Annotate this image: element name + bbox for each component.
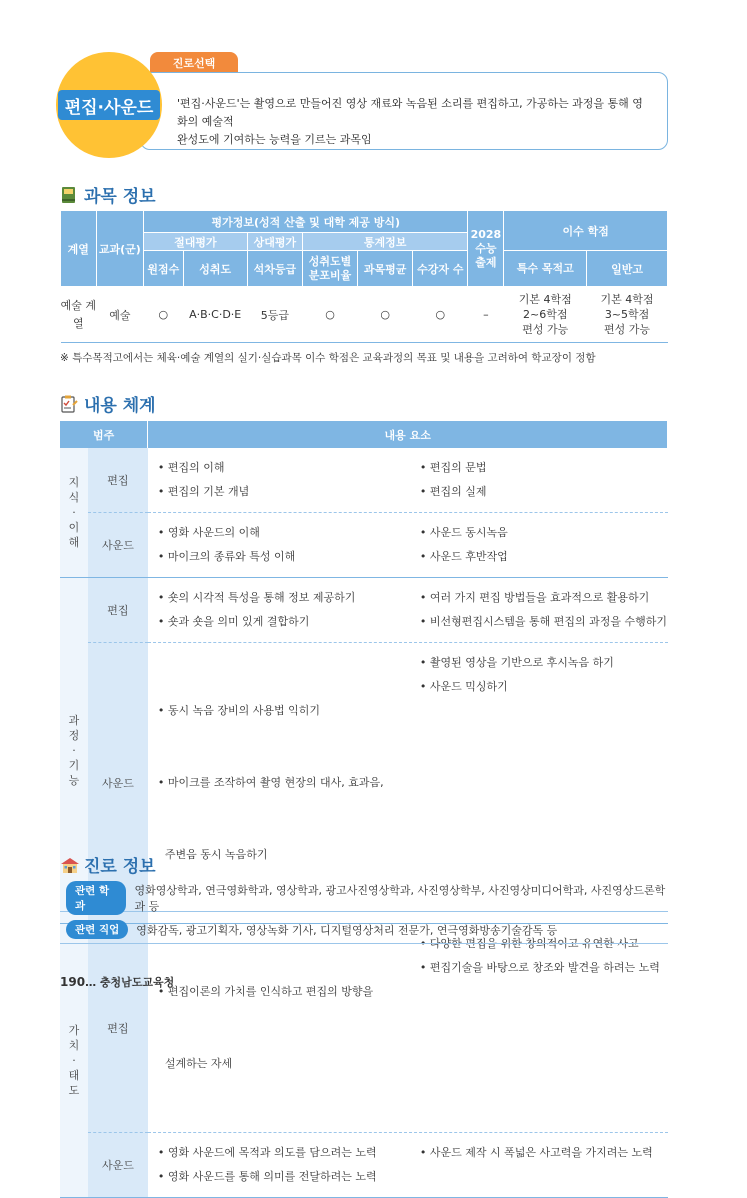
- td-csat: –: [468, 287, 504, 343]
- dept-tag: 관련 학과: [66, 881, 126, 915]
- list-item: • 사운드 제작 시 폭넓은 사고력을 가지려는 노력: [419, 1146, 653, 1159]
- list-item: 주변음 동시 녹음하기: [157, 848, 268, 861]
- th-special: 특수 목적고: [504, 251, 587, 287]
- th-dist: 성취도별 분포비율: [302, 251, 357, 287]
- tab-label: 진로선택: [150, 52, 238, 74]
- page-number: 190: [60, 975, 86, 989]
- category-knowledge: [60, 448, 88, 578]
- section-title: 진로 정보: [84, 857, 156, 877]
- list-item: • 영화 사운드의 이해: [157, 526, 260, 539]
- content-table: [60, 421, 668, 1198]
- section-title: 내용 체계: [84, 396, 156, 416]
- th-rank: 석차등급: [247, 251, 302, 287]
- td-raw-score: ○: [144, 287, 183, 343]
- list-item: • 편집기술을 바탕으로 창조와 발견을 하려는 노력: [419, 961, 660, 974]
- checklist-icon: [60, 395, 78, 413]
- intro-text: [177, 95, 651, 149]
- list-item: • 편집이론의 가치를 인식하고 편집의 방향을: [157, 985, 374, 998]
- td-mean: ○: [358, 287, 413, 343]
- list-item: • 동시 녹음 장비의 사용법 익히기: [157, 704, 320, 717]
- list-item: • 사운드 동시녹음: [419, 526, 508, 539]
- td-subject-group: 예술: [96, 287, 144, 343]
- list-item: • 영화 사운드에 목적과 의도를 담으려는 노력: [157, 1146, 377, 1159]
- page-footer: [60, 974, 174, 990]
- sub-sound: 사운드: [88, 513, 148, 578]
- general-line-1: 기본 4학점: [600, 293, 654, 306]
- subject-info-table: [60, 210, 668, 343]
- td-students: ○: [413, 287, 468, 343]
- list-item: • 편집의 문법: [419, 461, 487, 474]
- content-cell: [148, 924, 668, 1133]
- general-line-3: 편성 가능: [604, 323, 651, 336]
- list-item: • 숏의 시각적 특성을 통해 정보 제공하기: [157, 591, 356, 604]
- list-item: 설계하는 자세: [157, 1057, 233, 1070]
- job-text: 영화감독, 광고기획자, 영상녹화 기사, 디지털영상처리 전문가, 연극영화방송기술감독 등: [136, 923, 558, 937]
- category-label: 과 정 · 기 능: [68, 714, 80, 787]
- list-item: • 편집의 기본 개념: [157, 485, 250, 498]
- content-cell: [148, 448, 668, 513]
- content-cell: [148, 513, 668, 578]
- content-cell: [148, 1133, 668, 1198]
- category-label: 가 치 · 태 도: [68, 1024, 80, 1097]
- list-item: • 사운드 후반작업: [419, 550, 508, 563]
- subject-title: 편집·사운드: [58, 90, 160, 120]
- td-achievement: A·B·C·D·E: [183, 287, 247, 343]
- th-elements: 내용 요소: [148, 421, 668, 448]
- intro-line-2: 완성도에 기여하는 능력을 기르는 과목임: [177, 133, 372, 146]
- section-content: [60, 391, 156, 416]
- dept-text: 영화영상학과, 연극영화학과, 영상학과, 광고사진영상학과, 사진영상학부, 사진영상미디어학과, 사진영상드론학과 등: [134, 883, 666, 913]
- category-label: 지 식 · 이 해: [68, 476, 80, 549]
- td-rank: 5등급: [247, 287, 302, 343]
- sub-sound: 사운드: [88, 1133, 148, 1198]
- career-job-row: [60, 916, 668, 944]
- sub-sound: 사운드: [88, 643, 148, 924]
- section-career: [60, 852, 156, 877]
- school-icon: [60, 856, 78, 874]
- th-field: 계열: [61, 211, 97, 287]
- td-dist: ○: [302, 287, 357, 343]
- list-item: • 편집의 실제: [419, 485, 487, 498]
- footer-org: 충청남도교육청: [99, 976, 175, 989]
- section-subject-info: [60, 182, 156, 207]
- th-absolute: 절대평가: [144, 233, 248, 251]
- td-field: 예술 계열: [61, 287, 97, 343]
- career-dept-row: [60, 884, 668, 912]
- list-item: • 숏과 숏을 의미 있게 결합하기: [157, 615, 310, 628]
- list-item: • 여러 가지 편집 방법들을 효과적으로 활용하기: [419, 591, 650, 604]
- list-item: • 사운드 믹싱하기: [419, 680, 508, 693]
- td-general: [587, 287, 668, 343]
- th-students: 수강자 수: [413, 251, 468, 287]
- list-item: • 비선형편집시스템을 통해 편집의 과정을 수행하기: [419, 615, 667, 628]
- special-line-1: 기본 4학점: [518, 293, 572, 306]
- table-row: [60, 1133, 668, 1198]
- th-raw-score: 원점수: [144, 251, 183, 287]
- subject-note: ※ 특수목적고에서는 체육·예술 계열의 실기·실습과목 이수 학점은 교육과정의 목표 및 내용을 고려하여 학교장이 정함: [60, 352, 596, 364]
- td-special: [504, 287, 587, 343]
- table-row: [60, 578, 668, 643]
- table-row: [60, 513, 668, 578]
- section-title: 과목 정보: [84, 187, 156, 207]
- special-line-2: 2~6학점: [523, 308, 568, 321]
- category-attitude: [60, 924, 88, 1198]
- th-eval: 평가정보(성적 산출 및 대학 제공 방식): [144, 211, 468, 233]
- list-item: • 마이크의 종류와 특성 이해: [157, 550, 296, 563]
- sub-edit: 편집: [88, 924, 148, 1133]
- list-item: • 촬영된 영상을 기반으로 후시녹음 하기: [419, 656, 614, 669]
- list-item: • 영화 사운드를 통해 의미를 전달하려는 노력: [157, 1170, 377, 1183]
- footer-dots: …: [85, 976, 97, 989]
- sub-edit: 편집: [88, 578, 148, 643]
- job-tag: 관련 직업: [66, 920, 128, 939]
- intro-box: [140, 72, 668, 150]
- th-stats: 통계정보: [302, 233, 467, 251]
- book-icon: [60, 186, 78, 204]
- th-relative: 상대평가: [247, 233, 302, 251]
- th-achievement: 성취도: [183, 251, 247, 287]
- sub-edit: 편집: [88, 448, 148, 513]
- th-credits: 이수 학점: [504, 211, 668, 251]
- list-item: • 마이크를 조작하여 촬영 현장의 대사, 효과음,: [157, 776, 384, 789]
- table-row: [60, 924, 668, 1133]
- th-general: 일반고: [587, 251, 668, 287]
- th-category: 범주: [60, 421, 148, 448]
- special-line-3: 편성 가능: [522, 323, 569, 336]
- content-cell: [148, 578, 668, 643]
- list-item: • 다양한 편집을 위한 창의적이고 유연한 사고: [419, 937, 639, 950]
- th-csat: 2028 수능 출제: [468, 211, 504, 287]
- intro-line-1: '편집·사운드'는 촬영으로 만들어진 영상 재료와 녹음된 소리를 편집하고, 가공하는 과정을 통해 영화의 예술적: [177, 97, 643, 128]
- th-subject-group: 교과(군): [96, 211, 144, 287]
- general-line-2: 3~5학점: [604, 308, 650, 321]
- th-mean: 과목평균: [358, 251, 413, 287]
- list-item: • 편집의 이해: [157, 461, 225, 474]
- table-row: [60, 448, 668, 513]
